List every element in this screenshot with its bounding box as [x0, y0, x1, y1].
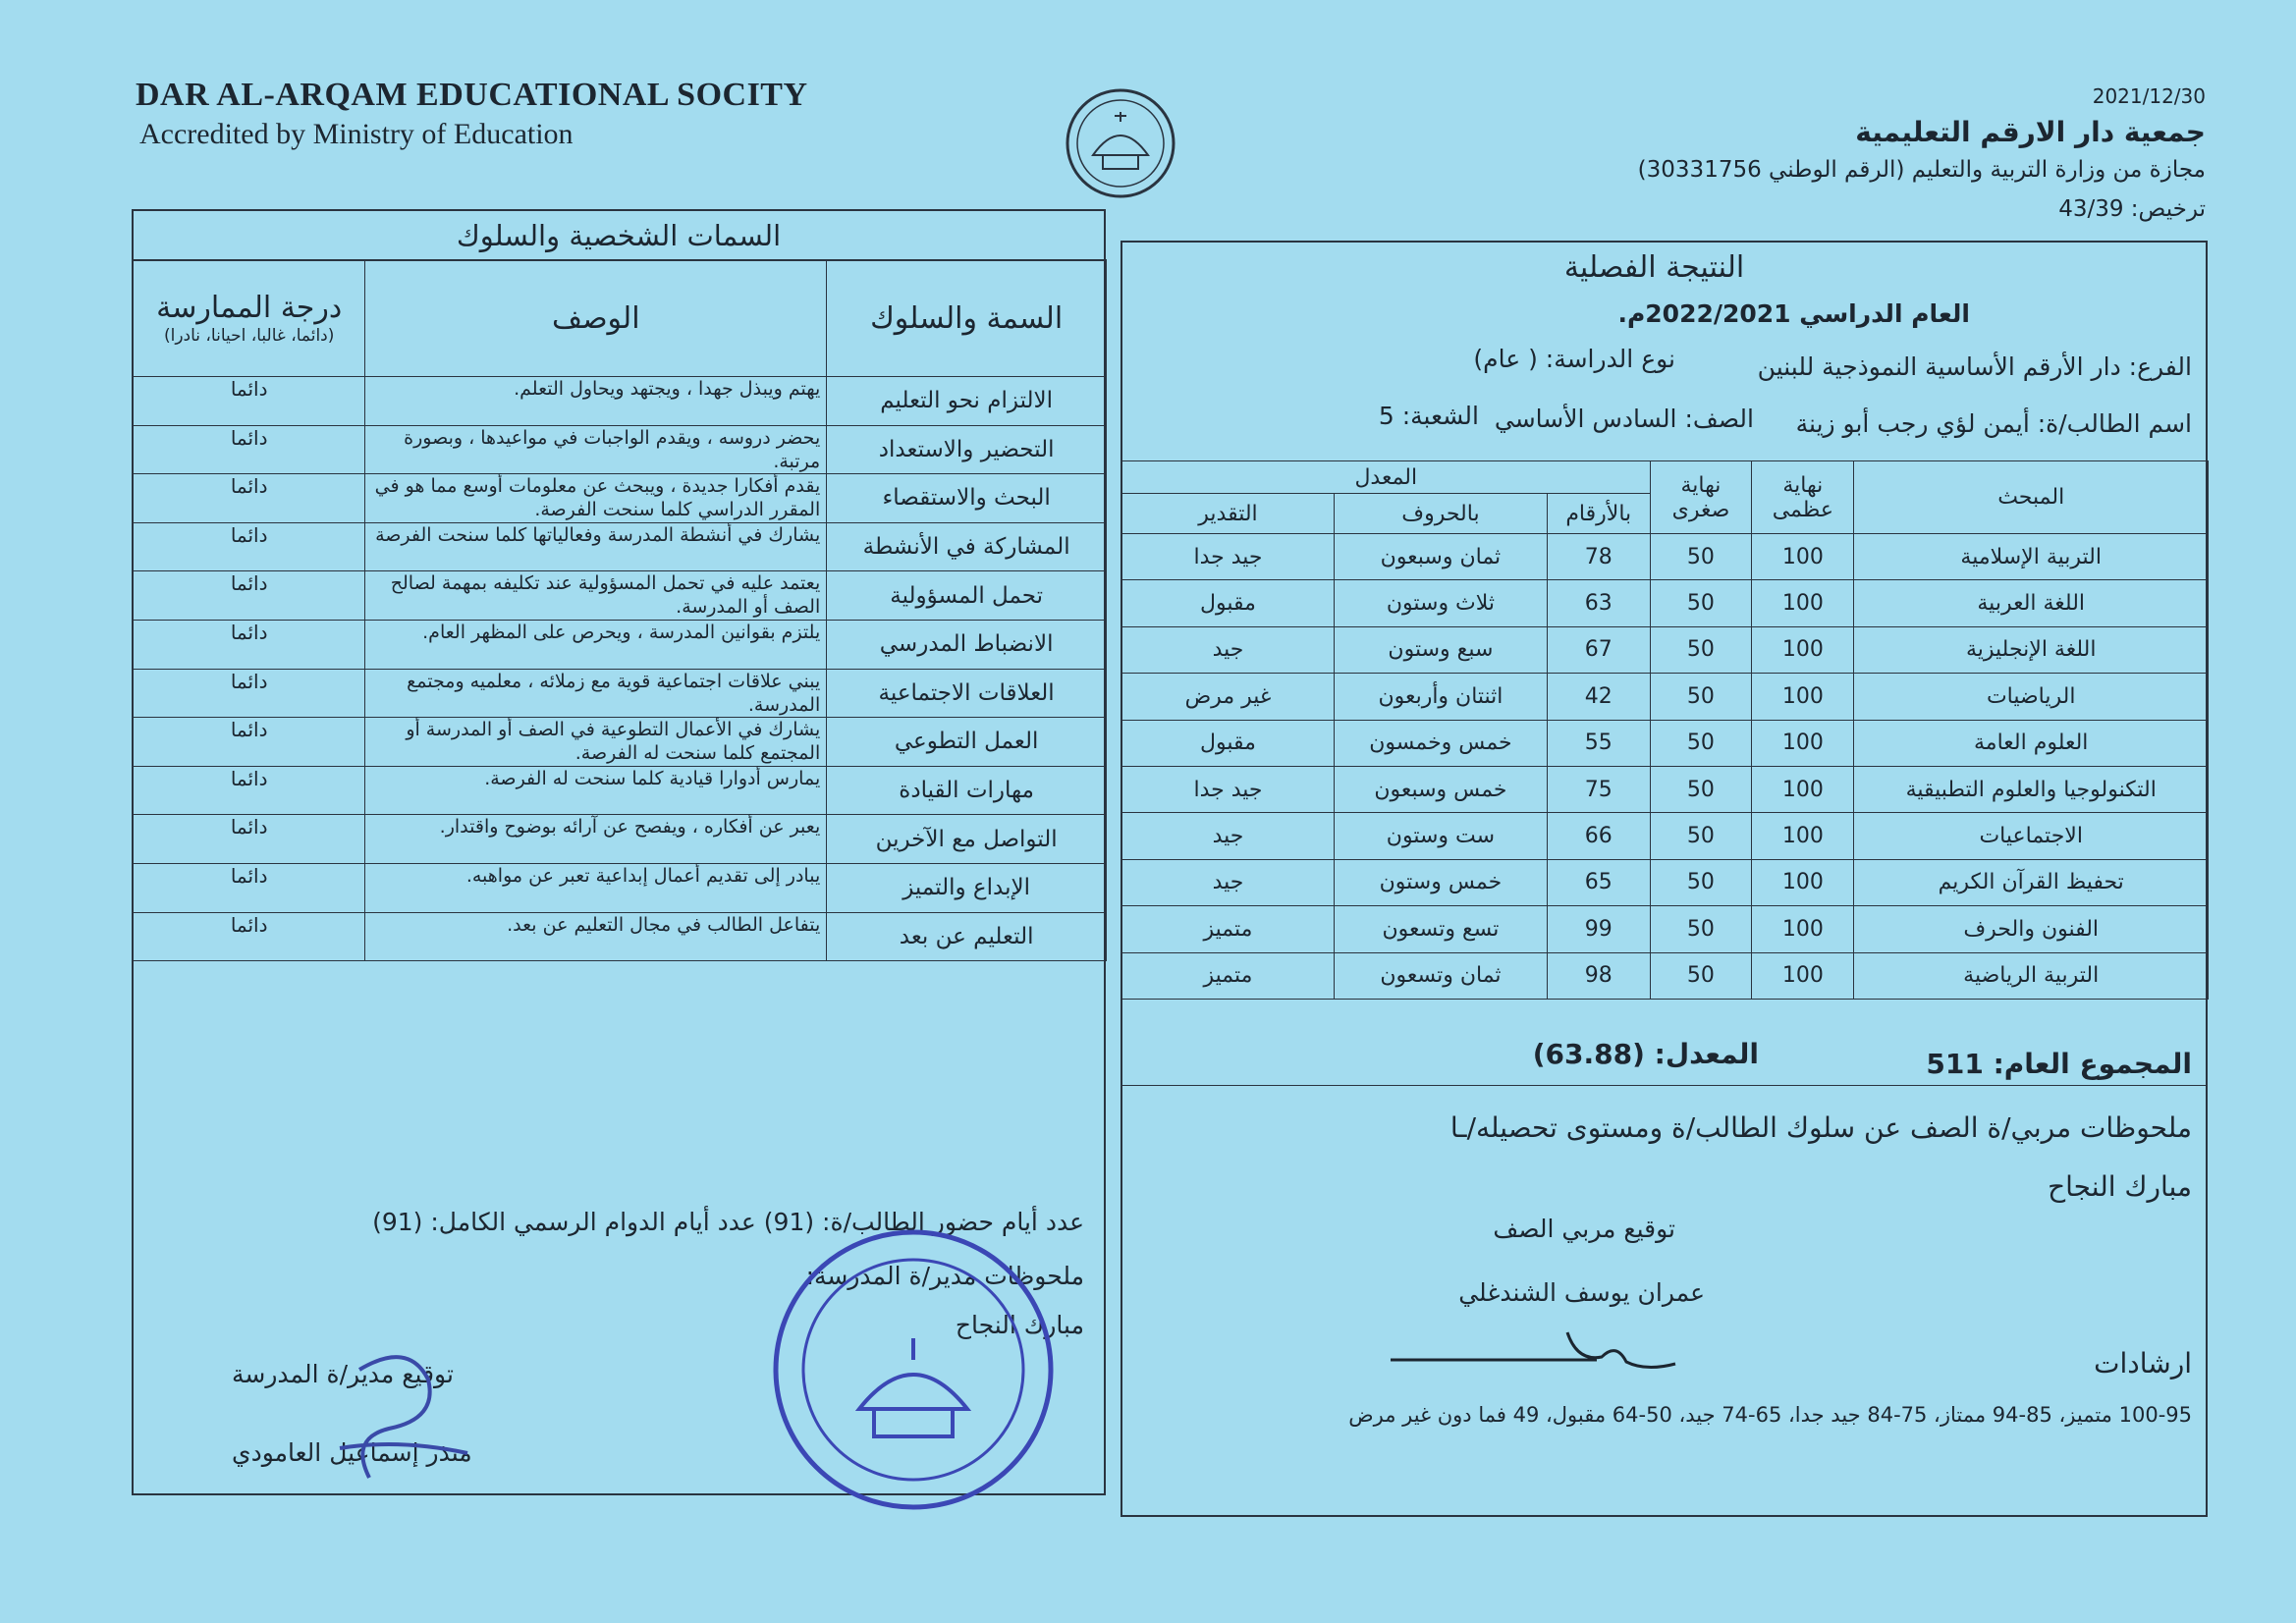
behavior-trait: الالتزام نحو التعليم: [827, 377, 1107, 426]
student-section: الشعبة: 5: [1378, 402, 1479, 430]
subject-cell: الرياضيات: [1854, 674, 2209, 720]
score-words-cell: اثنتان وأربعون: [1334, 674, 1547, 720]
guidance-label: ارشادات: [2094, 1347, 2192, 1380]
behavior-desc: يهتم ويبذل جهدا ، ويجتهد ويحاول التعلم.: [365, 377, 827, 426]
grade-row: [1122, 674, 2209, 720]
school-logo: [1064, 86, 1177, 200]
min-score-cell: 50: [1650, 766, 1752, 812]
grade-row: [1122, 813, 2209, 859]
behavior-degree: دائما: [134, 718, 365, 767]
score-number-cell: 99: [1547, 906, 1650, 952]
behavior-row: [134, 863, 1107, 912]
accreditation-en: Accredited by Ministry of Education: [139, 118, 574, 150]
grade-cell: مقبول: [1122, 720, 1335, 766]
col-num-header: بالأرقام: [1547, 494, 1650, 534]
col-min-header: نهاية صغرى: [1650, 461, 1752, 534]
col-trait-header: السمة والسلوك: [827, 260, 1107, 377]
behavior-row: [134, 718, 1107, 767]
document-date: 2021/12/30: [2092, 84, 2206, 108]
principal-notes-label: ملحوظات مدير/ة المدرسة:: [805, 1262, 1084, 1290]
behavior-degree: دائما: [134, 863, 365, 912]
behavior-trait: العمل التطوعي: [827, 718, 1107, 767]
behavior-desc: يقدم أفكارا جديدة ، ويبحث عن معلومات أوسع مما هو في المقرر الدراسي كلما سنحت الفرصة.: [365, 474, 827, 523]
min-score-cell: 50: [1650, 906, 1752, 952]
score-number-cell: 75: [1547, 766, 1650, 812]
subject-cell: التربية الرياضية: [1854, 952, 2209, 999]
min-score-cell: 50: [1650, 952, 1752, 999]
principal-notes-text: مبارك النجاح: [955, 1311, 1084, 1339]
school-stamp: [766, 1222, 1061, 1517]
behavior-table: [133, 259, 1107, 961]
score-number-cell: 66: [1547, 813, 1650, 859]
principal-signature-label: توقيع مدير/ة المدرسة: [232, 1360, 454, 1388]
max-score-cell: 100: [1752, 859, 1854, 905]
behavior-desc: يشارك في أنشطة المدرسة وفعالياتها كلما سنحت الفرصة: [365, 522, 827, 571]
subject-cell: الاجتماعيات: [1854, 813, 2209, 859]
grade-row: [1122, 859, 2209, 905]
score-number-cell: 65: [1547, 859, 1650, 905]
principal-name: منذر إسماعيل العامودي: [232, 1438, 472, 1467]
grade-row: [1122, 720, 2209, 766]
behavior-trait: العلاقات الاجتماعية: [827, 669, 1107, 718]
student-grade: الصف: السادس الأساسي: [1494, 405, 1754, 433]
behavior-degree: دائما: [134, 522, 365, 571]
attendance-line: عدد أيام حضور الطالب/ة: (91) عدد أيام الدوام الرسمي الكامل: (91): [372, 1208, 1084, 1236]
behavior-row: [134, 474, 1107, 523]
behavior-row: [134, 522, 1107, 571]
score-words-cell: ست وستون: [1334, 813, 1547, 859]
grade-cell: متميز: [1122, 906, 1335, 952]
min-score-cell: 50: [1650, 580, 1752, 626]
score-words-cell: خمس وسبعون: [1334, 766, 1547, 812]
score-words-cell: تسع وتسعون: [1334, 906, 1547, 952]
behavior-row: [134, 377, 1107, 426]
behavior-trait: التعليم عن بعد: [827, 912, 1107, 961]
behavior-row: [134, 766, 1107, 815]
behavior-degree: دائما: [134, 620, 365, 669]
col-max-header: نهاية عظمى: [1752, 461, 1854, 534]
subject-cell: العلوم العامة: [1854, 720, 2209, 766]
result-title: النتيجة الفصلية: [1563, 250, 1745, 285]
behavior-desc: يمارس أدوارا قيادية كلما سنحت له الفرصة.: [365, 766, 827, 815]
behavior-row: [134, 571, 1107, 621]
max-score-cell: 100: [1752, 766, 1854, 812]
guidance-text: 100-95 متميز، 85-94 ممتاز، 75-84 جيد جدا، 65-74 جيد، 50-64 مقبول، 49 فما دون غير مرض: [1348, 1403, 2192, 1427]
score-words-cell: ثلاث وستون: [1334, 580, 1547, 626]
org-name-ar: جمعية دار الارقم التعليمية: [1855, 116, 2206, 148]
behavior-row: [134, 912, 1107, 961]
score-number-cell: 63: [1547, 580, 1650, 626]
total-score: المجموع العام: 511: [1926, 1048, 2192, 1080]
grade-row: [1122, 626, 2209, 673]
grade-cell: جيد جدا: [1122, 534, 1335, 580]
score-words-cell: ثمان وسبعون: [1334, 534, 1547, 580]
behavior-trait: التواصل مع الآخرين: [827, 815, 1107, 864]
behavior-trait: الإبداع والتميز: [827, 863, 1107, 912]
behavior-desc: يبني علاقات اجتماعية قوية مع زملائه ، معلميه ومجتمع المدرسة.: [365, 669, 827, 718]
behavior-degree: دائما: [134, 912, 365, 961]
grade-row: [1122, 952, 2209, 999]
min-score-cell: 50: [1650, 720, 1752, 766]
min-score-cell: 50: [1650, 534, 1752, 580]
behavior-degree: دائما: [134, 474, 365, 523]
col-desc-header: الوصف: [365, 260, 827, 377]
behavior-title: السمات الشخصية والسلوك: [134, 211, 1104, 261]
score-number-cell: 55: [1547, 720, 1650, 766]
score-words-cell: خمس وخمسون: [1334, 720, 1547, 766]
accreditation-ar: مجازة من وزارة التربية والتعليم (الرقم الوطني 30331756): [1637, 157, 2206, 183]
teacher-signature-label: توقيع مربي الصف: [1493, 1215, 1675, 1243]
score-number-cell: 78: [1547, 534, 1650, 580]
max-score-cell: 100: [1752, 580, 1854, 626]
col-avg-header: المعدل: [1122, 461, 1651, 494]
subject-cell: التربية الإسلامية: [1854, 534, 2209, 580]
min-score-cell: 50: [1650, 813, 1752, 859]
score-number-cell: 42: [1547, 674, 1650, 720]
org-name-en: DAR AL-ARQAM EDUCATIONAL SOCITY: [136, 77, 808, 113]
grade-cell: جيد جدا: [1122, 766, 1335, 812]
behavior-desc: يعبر عن أفكاره ، ويفصح عن آرائه بوضوح واقتدار.: [365, 815, 827, 864]
result-panel: [1121, 241, 2208, 1517]
subject-cell: الفنون والحرف: [1854, 906, 2209, 952]
teacher-notes-text: مبارك النجاح: [2048, 1170, 2192, 1203]
max-score-cell: 100: [1752, 674, 1854, 720]
behavior-desc: يشارك في الأعمال التطوعية في الصف أو المدرسة أو المجتمع كلما سنحت له الفرصة.: [365, 718, 827, 767]
grade-row: [1122, 906, 2209, 952]
behavior-row: [134, 815, 1107, 864]
min-score-cell: 50: [1650, 626, 1752, 673]
behavior-degree: دائما: [134, 669, 365, 718]
academic-year: العام الدراسي 2022/2021م.: [1617, 299, 1970, 328]
behavior-row: [134, 620, 1107, 669]
behavior-row: [134, 669, 1107, 718]
behavior-row: [134, 425, 1107, 474]
behavior-degree: دائما: [134, 377, 365, 426]
score-words-cell: سبع وستون: [1334, 626, 1547, 673]
max-score-cell: 100: [1752, 906, 1854, 952]
subject-cell: تحفيظ القرآن الكريم: [1854, 859, 2209, 905]
max-score-cell: 100: [1752, 952, 1854, 999]
col-degree-label: درجة الممارسة: [156, 290, 343, 325]
grade-cell: جيد: [1122, 813, 1335, 859]
subject-cell: اللغة العربية: [1854, 580, 2209, 626]
behavior-desc: يتفاعل الطالب في مجال التعليم عن بعد.: [365, 912, 827, 961]
max-score-cell: 100: [1752, 813, 1854, 859]
max-score-cell: 100: [1752, 720, 1854, 766]
score-number-cell: 98: [1547, 952, 1650, 999]
result-divider: [1122, 1085, 2206, 1086]
behavior-trait: الانضباط المدرسي: [827, 620, 1107, 669]
grade-cell: جيد: [1122, 859, 1335, 905]
grade-cell: مقبول: [1122, 580, 1335, 626]
min-score-cell: 50: [1650, 674, 1752, 720]
behavior-trait: البحث والاستقصاء: [827, 474, 1107, 523]
col-degree-header: [134, 260, 365, 377]
grade-row: [1122, 580, 2209, 626]
principal-signature: [281, 1330, 497, 1497]
behavior-degree: دائما: [134, 425, 365, 474]
score-number-cell: 67: [1547, 626, 1650, 673]
col-words-header: بالحروف: [1334, 494, 1547, 534]
max-score-cell: 100: [1752, 626, 1854, 673]
teacher-signature: [1381, 1323, 1695, 1381]
teacher-notes-label: ملحوظات مربي/ة الصف عن سلوك الطالب/ة ومستوى تحصيله/ـا: [1449, 1111, 2192, 1144]
subject-cell: التكنولوجيا والعلوم التطبيقية: [1854, 766, 2209, 812]
col-subject-header: المبحث: [1854, 461, 2209, 534]
grades-table: [1121, 460, 2209, 1000]
behavior-desc: يعتمد عليه في تحمل المسؤولية عند تكليفه بمهمة لصالح الصف أو المدرسة.: [365, 571, 827, 621]
behavior-desc: يبادر إلى تقديم أعمال إبداعية تعبر عن مواهبه.: [365, 863, 827, 912]
behavior-trait: مهارات القيادة: [827, 766, 1107, 815]
subject-cell: اللغة الإنجليزية: [1854, 626, 2209, 673]
branch-line: الفرع: دار الأرقم الأساسية النموذجية للبنين: [1757, 352, 2192, 381]
max-score-cell: 100: [1752, 534, 1854, 580]
behavior-trait: تحمل المسؤولية: [827, 571, 1107, 621]
license-number: ترخيص: 43/39: [2058, 196, 2206, 222]
behavior-trait: التحضير والاستعداد: [827, 425, 1107, 474]
behavior-trait: المشاركة في الأنشطة: [827, 522, 1107, 571]
average-score: المعدل: (63.88): [1532, 1038, 1759, 1070]
behavior-degree: دائما: [134, 766, 365, 815]
grade-cell: غير مرض: [1122, 674, 1335, 720]
grade-row: [1122, 766, 2209, 812]
behavior-degree: دائما: [134, 815, 365, 864]
teacher-name: عمران يوسف الشندغلي: [1458, 1278, 1705, 1307]
col-degree-hint: (دائما، غالبا، احيانا، نادرا): [163, 325, 335, 346]
behavior-degree: دائما: [134, 571, 365, 621]
grade-row: [1122, 534, 2209, 580]
behavior-desc: يلتزم بقوانين المدرسة ، ويحرص على المظهر العام.: [365, 620, 827, 669]
student-name: اسم الطالب/ة: أيمن لؤي رجب أبو زينة: [1795, 409, 2192, 438]
col-grade-header: التقدير: [1122, 494, 1335, 534]
grade-cell: متميز: [1122, 952, 1335, 999]
score-words-cell: ثمان وتسعون: [1334, 952, 1547, 999]
study-type: نوع الدراسة: ( عام): [1473, 345, 1675, 373]
grade-cell: جيد: [1122, 626, 1335, 673]
behavior-desc: يحضر دروسه ، ويقدم الواجبات في مواعيدها ، وبصورة مرتبة.: [365, 425, 827, 474]
score-words-cell: خمس وستون: [1334, 859, 1547, 905]
min-score-cell: 50: [1650, 859, 1752, 905]
